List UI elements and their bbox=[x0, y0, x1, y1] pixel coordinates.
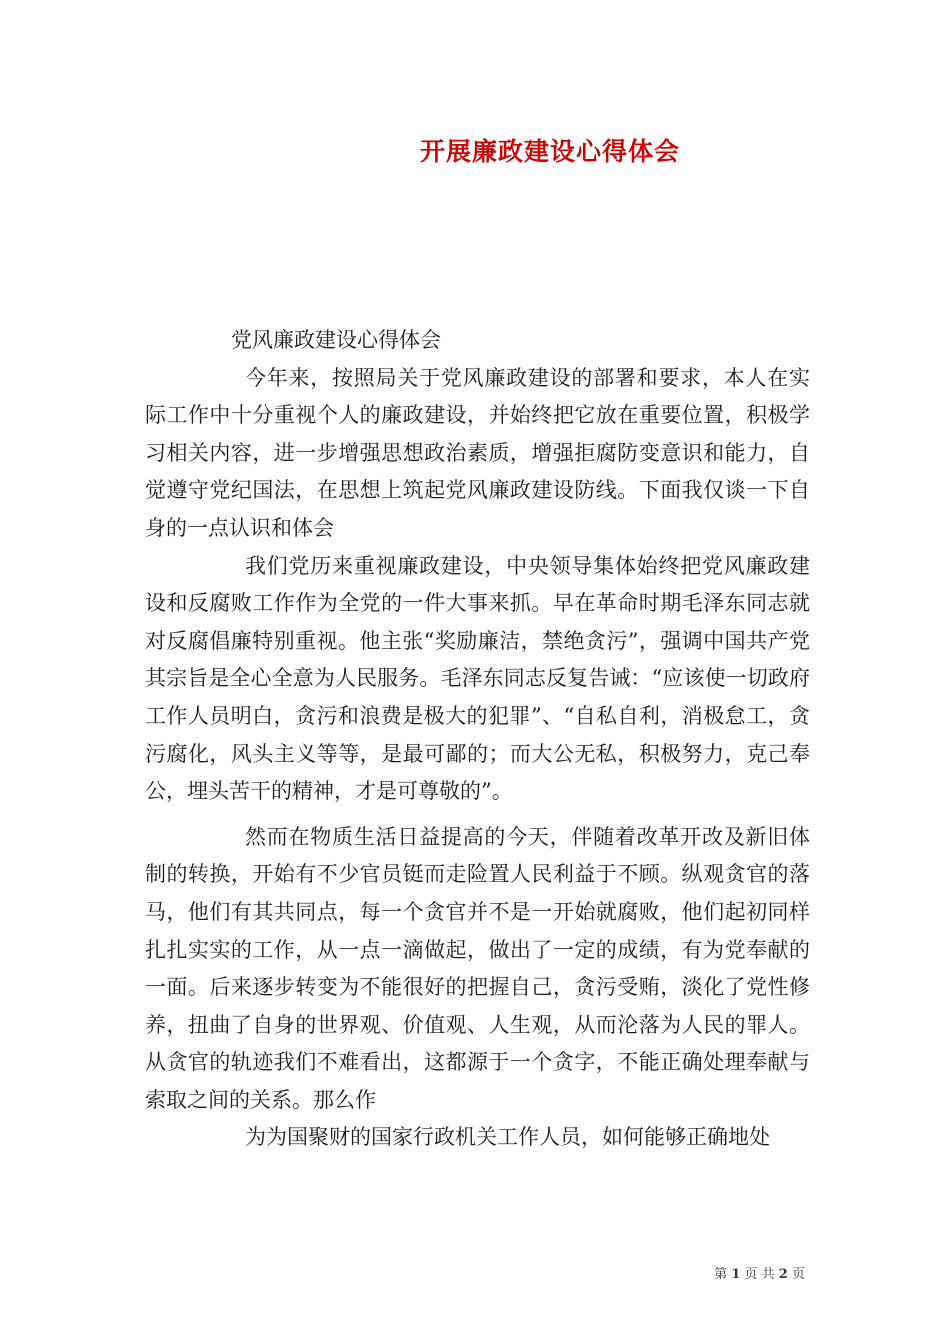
footer-middle: 页 共 bbox=[744, 1267, 775, 1282]
footer-prefix: 第 bbox=[714, 1267, 728, 1282]
page-footer bbox=[714, 1263, 805, 1282]
document-title: 开展廉政建设心得体会 bbox=[419, 137, 680, 166]
paragraph-1: 今年来，按照局关于党风廉政建设的部署和要求，本人在实际工作中十分重视个人的廉政建设，并始终把它放在重要位置，积极学习相关内容，进一步增强思想政治素质，增强拒腐防变意识和能力，自觉遵守党纪国法，在思想上筑起党风廉政建设防线。下面我仅谈一下自身的一点认识和体会 bbox=[145, 365, 810, 540]
document-body bbox=[145, 322, 810, 1157]
subtitle: 党风廉政建设心得体会 bbox=[231, 328, 441, 352]
footer-suffix: 页 bbox=[791, 1267, 805, 1282]
paragraph-2: 我们党历来重视廉政建设，中央领导集体始终把党风廉政建设和反腐败工作作为全党的一件大事来抓。早在革命时期毛泽东同志就对反腐倡廉特别重视。他主张“奖励廉洁，禁绝贪污”，强调中国共产党其宗旨是全心全意为人民服务。毛泽东同志反复告诫：“应该使一切政府工作人员明白，贪污和浪费是极大的犯罪”、“自私自利，消极怠工，贪污腐化，风头主义等等，是最可鄙的；而大公无私，积极努力，克己奉公，埋头苦干的精神，才是可尊敬的”。 bbox=[145, 553, 810, 804]
paragraph-3: 然而在物质生活日益提高的今天，伴随着改革开改及新旧体制的转换，开始有不少官员铤而走险置人民利益于不顾。纵观贪官的落马，他们有其共同点，每一个贪官并不是一开始就腐败，他们起初同样扎扎实实的工作，从一点一滴做起，做出了一定的成绩，有为党奉献的一面。后来逐步转变为不能很好的把握自己，贪污受贿，淡化了党性修养，扭曲了自身的世界观、价值观、人生观，从而沦落为人民的罪人。从贪官的轨迹我们不难看出，这都源于一个贪字，不能正确处理奉献与索取之间的关系。那么作 bbox=[145, 824, 810, 1112]
footer-total-pages: 2 bbox=[778, 1267, 788, 1282]
footer-page-number: 1 bbox=[731, 1267, 741, 1282]
paragraph-4: 为为国聚财的国家行政机关工作人员，如何能够正确地处 bbox=[245, 1125, 770, 1150]
